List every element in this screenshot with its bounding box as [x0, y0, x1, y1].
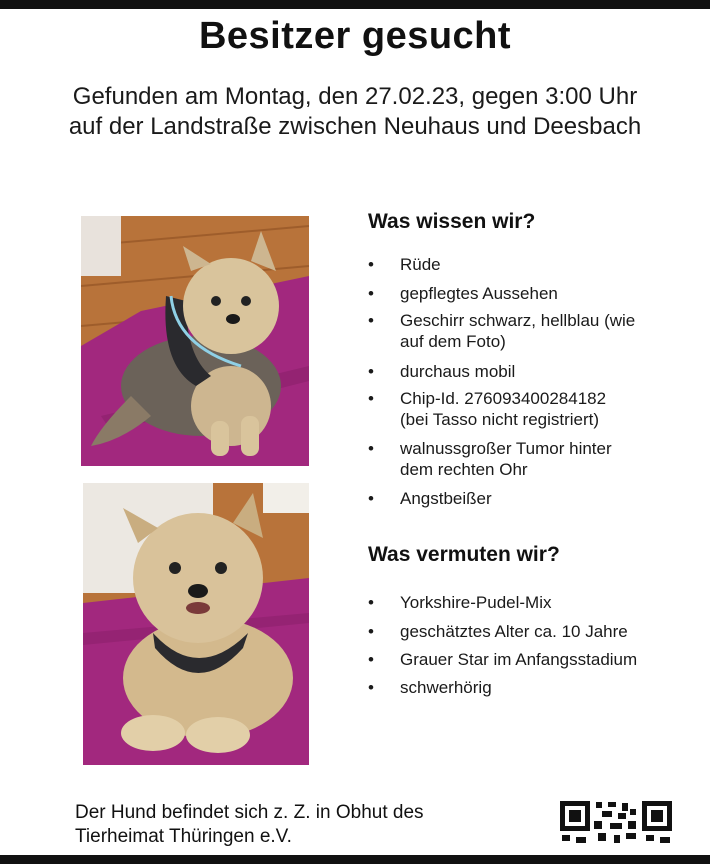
assumptions-heading: Was vermuten wir?	[368, 543, 560, 566]
bullet-icon: •	[368, 622, 374, 641]
bullet-icon: •	[368, 362, 374, 381]
bullet-icon: •	[368, 311, 374, 330]
page-title: Besitzer gesucht	[198, 15, 512, 57]
shelter-note	[75, 801, 535, 849]
known-fact-item-text: gepflegtes Aussehen	[400, 284, 558, 303]
assumption-item-text: Grauer Star im Anfangsstadium	[400, 650, 638, 669]
found-location-line: auf der Landstraße zwischen Neuhaus und Deesbach	[68, 113, 642, 140]
known-fact-item-text: Chip-Id. 276093400284182 (bei Tasso nicht registriert)	[400, 389, 607, 429]
known-fact-item-text: Geschirr schwarz, hellblau (wie auf dem Foto)	[400, 311, 636, 351]
bullet-icon: •	[368, 389, 374, 408]
bullet-icon: •	[368, 650, 374, 669]
shelter-note-line2: Tierheimat Thüringen e.V.	[75, 826, 292, 847]
known-facts-heading: Was wissen wir?	[368, 210, 536, 233]
assumption-item-text: schwerhörig	[400, 678, 492, 697]
dog-photo-sitting	[81, 216, 309, 466]
known-fact-item-text: durchaus mobil	[400, 362, 516, 381]
known-fact-item-text: Angstbeißer	[400, 489, 492, 508]
assumption-item-text: geschätztes Alter ca. 10 Jahre	[400, 622, 628, 641]
dog-photo-lying	[83, 483, 309, 765]
known-fact-item-text: walnussgroßer Tumor hinter dem rechten Ohr	[400, 439, 612, 479]
bottom-border	[0, 855, 710, 864]
qr-code[interactable]	[558, 799, 674, 845]
bullet-icon: •	[368, 678, 374, 697]
known-fact-item-text: Rüde	[400, 255, 441, 274]
top-border	[0, 0, 710, 9]
shelter-note-line1: Der Hund befindet sich z. Z. in Obhut des	[75, 802, 424, 823]
bullet-icon: •	[368, 439, 374, 458]
bullet-icon: •	[368, 593, 374, 612]
bullet-icon: •	[368, 284, 374, 303]
bullet-icon: •	[368, 489, 374, 508]
found-date-line: Gefunden am Montag, den 27.02.23, gegen 3:00 Uhr	[72, 83, 638, 110]
bullet-icon: •	[368, 255, 374, 274]
assumption-item-text: Yorkshire-Pudel-Mix	[400, 593, 552, 612]
